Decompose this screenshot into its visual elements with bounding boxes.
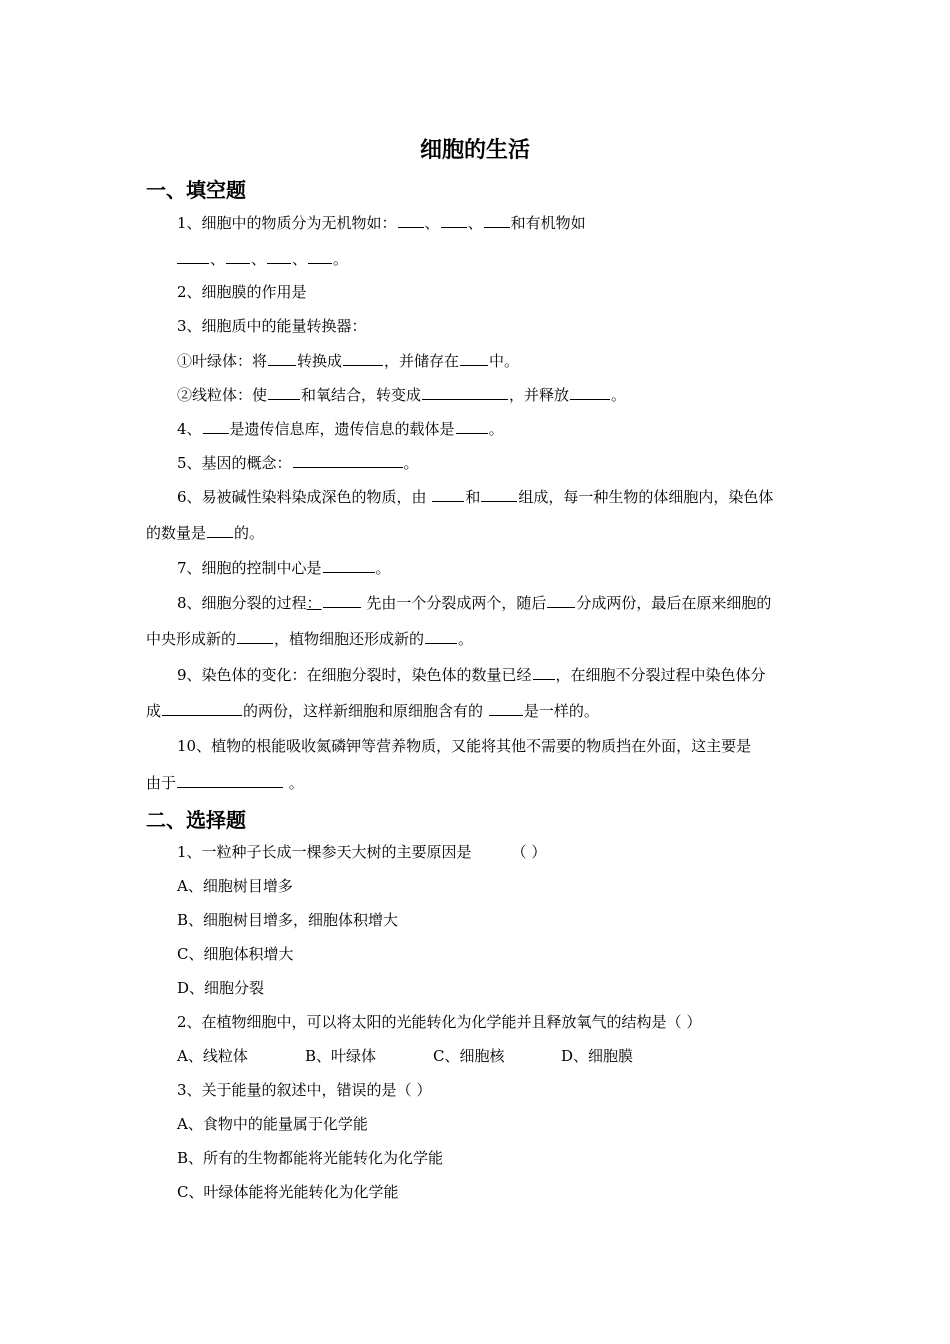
blank[interactable] [203, 418, 229, 434]
blank[interactable] [484, 212, 510, 228]
question-9: 9、染色体的变化：在细胞分裂时，染色体的数量已经 ，在细胞不分裂过程中染色体分 [177, 666, 766, 684]
question-7: 7、细胞的控制中心是 。 [177, 559, 391, 577]
choice-2-option-c[interactable]: C、细胞核 [433, 1047, 505, 1065]
choice-1-option-a[interactable]: A、细胞树目增多 [177, 877, 293, 895]
choice-question-1: 1、一粒种子长成一棵参天大树的主要原因是 （ ） [177, 843, 547, 861]
question-1-cont: 、 、 、 。 [146, 248, 348, 269]
blank[interactable] [323, 557, 375, 573]
choice-1-option-d[interactable]: D、细胞分裂 [177, 979, 265, 997]
choice-3-option-a[interactable]: A、食物中的能量属于化学能 [177, 1115, 368, 1133]
choice-2-option-a[interactable]: A、线粒体 [177, 1047, 248, 1065]
choice-1-option-c[interactable]: C、细胞体积增大 [177, 945, 294, 963]
question-5: 5、基因的概念： 。 [177, 454, 419, 472]
question-1: 1、细胞中的物质分为无机物如： 、 、 和有机物如 [177, 214, 586, 232]
question-9-cont: 成 的两份，这样新细胞和原细胞含有的 是一样的。 [146, 702, 599, 720]
blank[interactable] [177, 772, 283, 788]
page-title: 细胞的生活 [419, 137, 530, 163]
blank[interactable] [533, 664, 555, 680]
question-6-cont: 的数量是 的。 [146, 524, 265, 542]
blank[interactable] [226, 248, 250, 264]
question-3b: ②线粒体：使 和氧结合，转变成 ，并释放 。 [177, 386, 627, 404]
blank[interactable] [268, 384, 300, 400]
blank[interactable] [323, 592, 361, 608]
blank[interactable] [441, 212, 467, 228]
blank[interactable] [489, 700, 523, 716]
question-6: 6、易被碱性染料染成深色的物质，由 和 组成，每一种生物的体细胞内，染色体 [177, 488, 774, 506]
blank[interactable] [293, 452, 403, 468]
blank[interactable] [570, 384, 610, 400]
question-10-cont: 由于 。 [146, 774, 304, 792]
blank[interactable] [237, 628, 273, 644]
blank[interactable] [460, 350, 488, 366]
question-8-cont: 中央形成新的 ，植物细胞还形成新的 。 [146, 630, 474, 648]
blank[interactable] [207, 522, 233, 538]
section-heading-fill-in: 一、填空题 [146, 178, 246, 202]
choice-3-option-c[interactable]: C、叶绿体能将光能转化为化学能 [177, 1183, 399, 1201]
choice-3-option-b[interactable]: B、所有的生物都能将光能转化为化学能 [177, 1149, 444, 1167]
blank[interactable] [425, 628, 457, 644]
blank[interactable] [422, 384, 508, 400]
question-2: 2、细胞膜的作用是 [177, 283, 307, 301]
choice-question-2: 2、在植物细胞中，可以将太阳的光能转化为化学能并且释放氧气的结构是（ ） [177, 1013, 702, 1031]
blank[interactable] [267, 248, 291, 264]
blank[interactable] [398, 212, 424, 228]
blank[interactable] [343, 350, 383, 366]
question-8: 8、细胞分裂的过程： 先由一个分裂成两个，随后 分成两份，最后在原来细胞的 [177, 594, 772, 612]
question-3a: ①叶绿体：将 转换成 ，并储存在 中。 [177, 352, 520, 370]
blank[interactable] [456, 418, 488, 434]
blank[interactable] [308, 248, 332, 264]
blank[interactable] [547, 592, 575, 608]
section-heading-choice: 二、选择题 [146, 808, 246, 832]
blank[interactable] [162, 700, 242, 716]
question-10: 10、植物的根能吸收氮磷钾等营养物质，又能将其他不需要的物质挡在外面，这主要是 [177, 737, 752, 755]
choice-question-3: 3、关于能量的叙述中，错误的是（ ） [177, 1081, 432, 1099]
choice-2-options [177, 1046, 633, 1066]
blank[interactable] [268, 350, 296, 366]
blank[interactable] [432, 486, 464, 502]
choice-2-option-d[interactable]: D、细胞膜 [561, 1047, 634, 1065]
choice-1-option-b[interactable]: B、细胞树目增多，细胞体积增大 [177, 911, 399, 929]
question-4: 4、 是遗传信息库，遗传信息的载体是 。 [177, 420, 504, 438]
question-3: 3、细胞质中的能量转换器： [177, 317, 367, 335]
blank[interactable] [481, 486, 517, 502]
choice-2-option-b[interactable]: B、叶绿体 [305, 1047, 377, 1065]
blank[interactable] [177, 248, 209, 264]
